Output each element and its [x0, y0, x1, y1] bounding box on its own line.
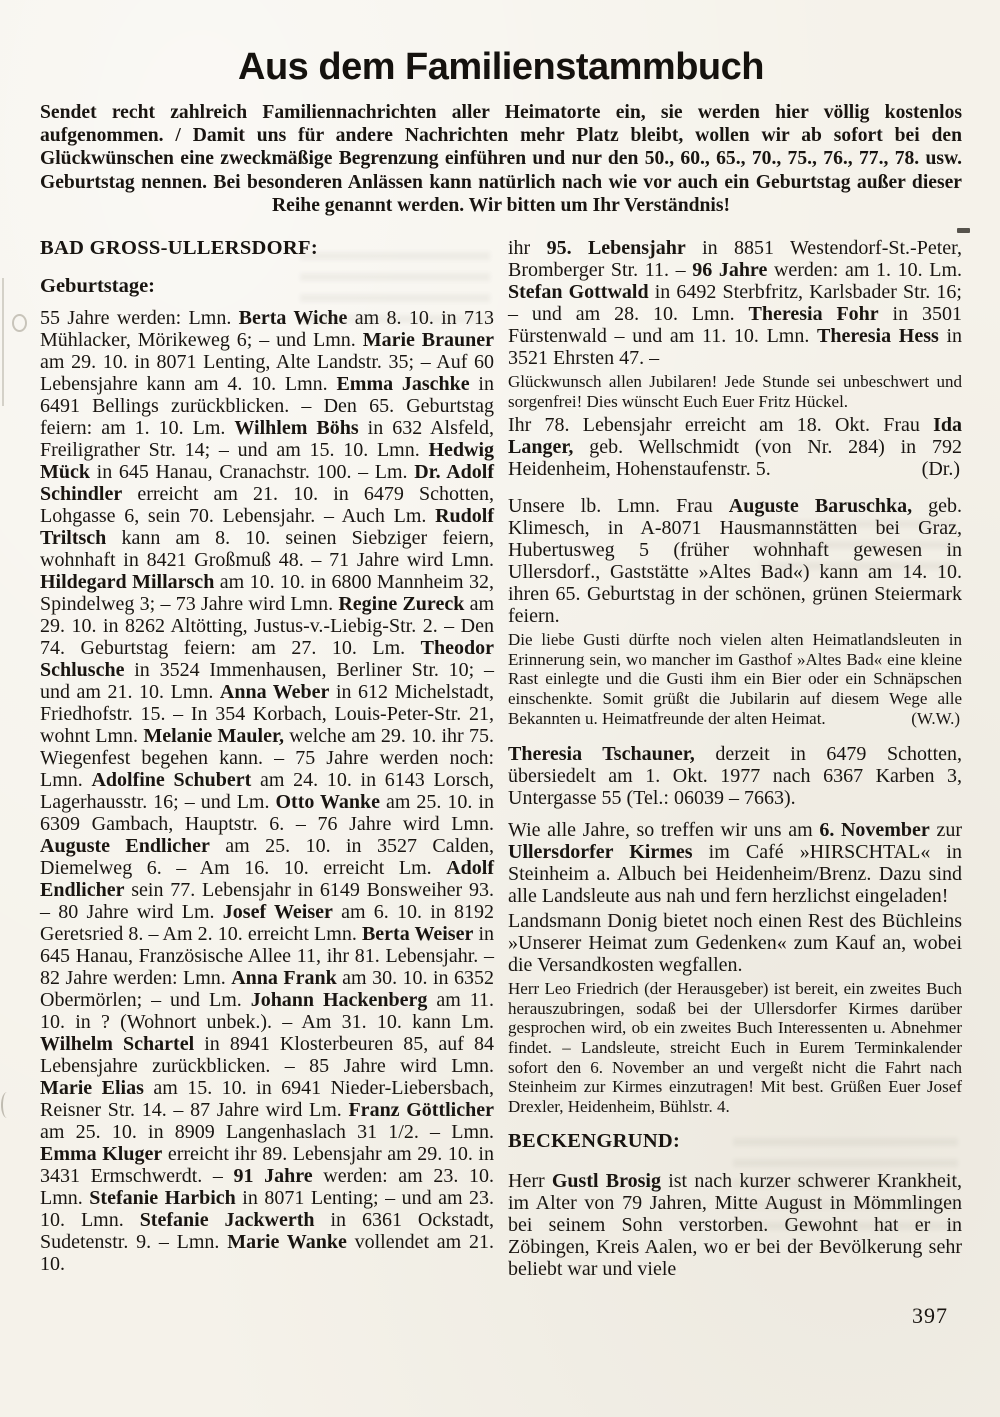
donig-booklet-paragraph: Landsmann Donig bietet noch einen Rest des Büchleins »Unserer Heimat zum Gedenken« zum Kauf an, wobei die Versandkosten wegfallen.: [508, 910, 962, 977]
intro-paragraph: Sendet recht zahlreich Familiennachrichten aller Heimatorte ein, sie werden hier völlig kostenlos aufgenommen. / Damit uns für andere Nachrichten mehr Platz bleibt, wollen wir ab sofort bei den Glückwünschen eine zweckmäßige Begrenzung einführen und nur den 50., 60., 65., 70., 75., 76., 77., 78. usw. Geburtstag nennen. Bei besonderen Anlässen kann natürlich nach wie vor auch ein Geburtstag außer dieser Reihe genannt werden. Wir bitten um Ihr Verständnis!: [40, 102, 962, 216]
leo-friedrich-note-small: Herr Leo Friedrich (der Herausgeber) ist bereit, ein zweites Buch herauszubringen, sodaß bei der Ullersdorfer Kirmes darüber gesprochen wird, ob ein zweites Buch Interessenten u. Abnehmer findet. – Landsleute, streicht Euch in Eurem Terminkalender sofort den 6. November an und vergeßt nicht die Fahrt nach Steinheim zur Kirmes einzutragen! Mit best. Grüßen Euer Josef Drexler, Heidenheim, Bühlstr. 4.: [508, 979, 962, 1116]
page-title: Aus dem Familienstammbuch: [238, 46, 764, 88]
section-heading-beckengrund: BECKENGRUND:: [508, 1130, 681, 1153]
jubilee-greeting-small: Glückwunsch allen Jubilaren! Jede Stunde sei unbeschwert und sorgenfrei! Dies wünscht Euch Euer Fritz Hückel.: [508, 372, 962, 411]
gusti-note-text: Die liebe Gusti dürfte noch vielen alten Heimatlandsleuten in Erinnerung sein, wo mancher im Gasthof »Altes Bad« eine kleine Rast einlegte und die Gusti ihm ein Bier oder ein Schnäpschen einschenkte. Somit grüßt die Jubilarin auf diesem Wege alle Bekannten u. Heimatfreunde der alten Heimat.: [508, 630, 962, 728]
subheading-geburtstage: Geburtstage:: [40, 275, 156, 298]
scan-artifact-right-edge-dash: [957, 228, 970, 233]
section-heading-bad-gross-ullersdorf: BAD GROSS-ULLERSDORF:: [40, 237, 318, 260]
gusti-note-small: [508, 630, 962, 728]
right-column: [508, 235, 962, 1290]
gustl-brosig-paragraph: Herr Gustl Brosig ist nach kurzer schwerer Krankheit, im Alter von 79 Jahren, Mitte August in Mömmlingen bei seinem Sohn verstorben. Gewohnt hat er in Zöbingen, Kreis Aalen, wo er bei der Bevölkerung sehr beliebt war und viele: [508, 1170, 963, 1281]
ida-langer-text: Ihr 78. Lebensjahr erreicht am 18. Okt. Frau Ida Langer, geb. Wellschmidt (von Nr. 284) in 792 Heidenheim, Hohenstaufenstr. 5.: [508, 414, 962, 481]
credit-ww: (W.W.): [911, 708, 960, 728]
scan-artifact-left-ring-mark: [12, 314, 27, 332]
birthdays-paragraph: 55 Jahre werden: Lmn. Berta Wiche am 8. 10. in 713 Mühlacker, Mörikeweg 6; – und Lmn. Marie Brauner am 29. 10. in 8071 Lenting, Alte Landstr. 35; – Auf 60 Lebensjahre kann am 4. 10. Lmn. Emma Jaschke in 6491 Bellings zurückblicken. – Den 65. Geburtstag feiern: am 1. 10. Lm. Wilhlem Böhs in 632 Alsfeld, Freiligrather Str. 14; – und am 15. 10. Lmn. Hedwig Mück in 645 Hanau, Cranachstr. 100. – Lm. Dr. Adolf Schindler erreicht am 21. 10. in 6479 Schotten, Lohgasse 6, sein 70. Lebensjahr. – Auch Lm. Rudolf Triltsch kann am 8. 10. seinen Siebziger feiern, wohnhaft in 8421 Großmuß 48. – 71 Jahre wird Lmn. Hildegard Millarsch am 10. 10. in 6800 Mannheim 32, Spindelweg 3; – 73 Jahre wird Lmn. Regine Zureck am 29. 10. in 8262 Altötting, Justus-v.-Liebig-Str. 2. – Den 74. Geburtstag feiern: am 27. 10. Lm. Theodor Schlusche in 3524 Immenhausen, Berliner Str. 10; – und am 21. 10. Lmn. Anna Weber in 612 Michelstadt, Friedhofstr. 15. – In 354 Korbach, Louis-Peter-Str. 21, wohnt Lmn. Melanie Mauler, welche am 29. 10. ihr 75. Wiegenfest begehen kann. – 75 Jahre werden noch: Lmn. Adolfine Schubert am 24. 10. in 6143 Lorsch, Lagerhausstr. 16; – und Lm. Otto Wanke am 25. 10. in 6309 Gambach, Hauptstr. 6. – 76 Jahre wird Lmn. Auguste Endlicher am 25. 10. in 3527 Calden, Diemelweg 6. – Am 16. 10. erreicht Lm. Adolf Endlicher sein 77. Lebensjahr in 6149 Bonsweiher 93. – 80 Jahre wird Lm. Josef Weiser am 6. 10. in 8192 Geretsried 8. – Am 2. 10. erreicht Lmn. Berta Weiser in 645 Hanau, Französische Allee 11, ihr 81. Lebensjahr. – 82 Jahre werden: Lmn. Anna Frank am 30. 10. in 6352 Obermörlen; – und Lm. Johann Hackenberg am 11. 10. in ? (Wohnort unbek.). – Am 31. 10. kann Lm. Wilhelm Schartel in 8941 Klosterbeuren 85, auf 84 Lebensjahre zurückblicken. – 85 Jahre wird Lmn. Marie Elias am 15. 10. in 6941 Nieder-Liebersbach, Reisner Str. 14. – 87 Jahre wird Lm. Franz Göttlicher am 25. 10. in 8909 Langenhaslach 31 1/2. – Lmn. Emma Kluger erreicht ihr 89. Lebensjahr am 29. 10. in 3431 Ermschwerdt. – 91 Jahre werden: am 23. 10. Lmn. Stefanie Harbich in 8071 Lenting; – und am 23. 10. Lmn. Stefanie Jackwerth in 6361 Ockstadt, Sudetenstr. 9. – Lmn. Marie Wanke vollendet am 21. 10.: [40, 307, 495, 1276]
page-number: 397: [912, 1303, 948, 1328]
scan-artifact-left-paren-mark: [1, 1092, 13, 1118]
theresia-tschauner-paragraph: Theresia Tschauner, derzeit in 6479 Schotten, übersiedelt am 1. Okt. 1977 nach 6367 Karben 3, Untergasse 55 (Tel.: 06039 – 7663).: [508, 743, 963, 810]
left-column: [40, 235, 494, 1290]
ida-langer-paragraph: [508, 414, 962, 480]
kirmes-invitation-paragraph: Wie alle Jahre, so treffen wir uns am 6. November zur Ullersdorfer Kirmes im Café »HIRSCHTAL« in Steinheim a. Albuch bei Heidenheim/Brenz. Dazu sind alle Landsleute aus nah und fern herzlichst eingeladen!: [508, 819, 962, 908]
auguste-baruschka-paragraph: Unsere lb. Lmn. Frau Auguste Baruschka, geb. Klimesch, in A-8071 Hausmannstätten bei Graz, Hubertusweg 5 (früher wohnhaft gewesen in Ullersdorf., Gaststätte »Altes Bad«) kann am 14. 10. ihren 65. Geburtstag in der schönen, grünen Steiermark feiern.: [508, 495, 962, 628]
continuation-paragraph: ihr 95. Lebensjahr in 8851 Westendorf-St.-Peter, Bromberger Str. 11. – 96 Jahre werden: am 1. 10. Lm. Stefan Gottwald in 6492 Sterbfritz, Karlsbader Str. 16; – und am 28. 10. Lmn. Theresia Fohr in 3501 Fürstenwald – und am 11. 10. Lmn. Theresia Hess in 3521 Ehrsten 47. –: [508, 237, 963, 370]
scan-artifact-left-edge-line: [2, 278, 4, 406]
two-column-body: [40, 235, 962, 1290]
credit-dr: (Dr.): [921, 458, 960, 481]
